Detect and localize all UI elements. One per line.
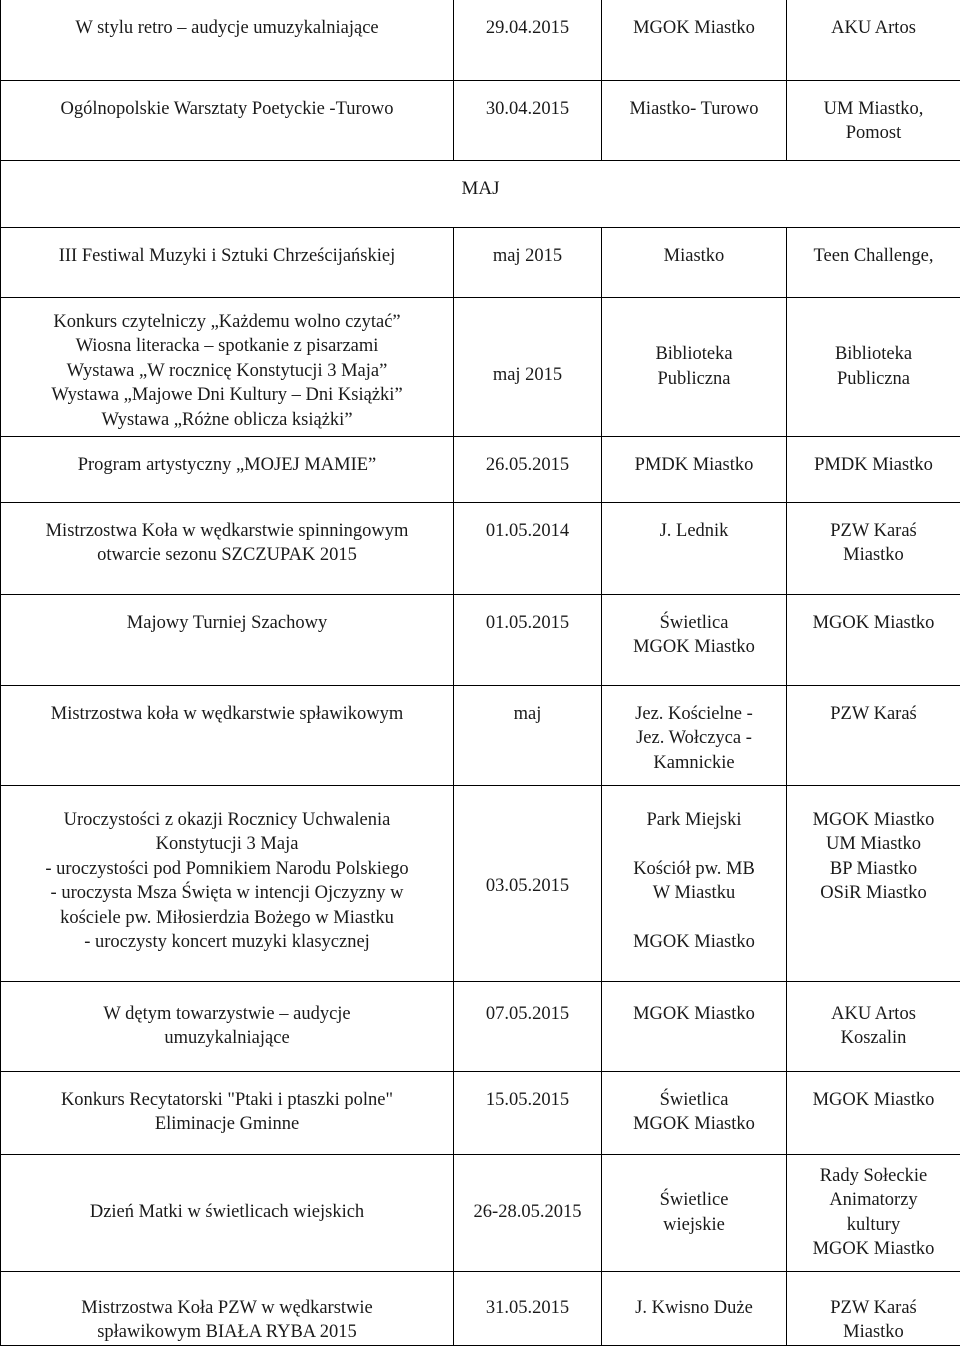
table-row [1,1071,960,1154]
event-place-cell: Świetlica MGOK Miastko [602,594,787,685]
event-date-cell: 01.05.2015 [454,594,602,685]
event-date-cell: maj [454,685,602,785]
event-date-cell: 29.04.2015 [454,0,602,80]
event-name-cell: Dzień Matki w świetlicach wiejskich [1,1154,454,1271]
event-name-cell: Mistrzostwa Koła PZW w wędkarstwie spławikowym BIAŁA RYBA 2015 [1,1271,454,1345]
table-row [1,1271,960,1345]
table-row [1,0,960,80]
table-row [1,1154,960,1271]
event-place-cell: Biblioteka Publiczna [602,297,787,436]
event-place-cell: Miastko- Turowo [602,80,787,160]
event-place-cell: J. Lednik [602,502,787,594]
event-date-cell: maj 2015 [454,227,602,297]
event-organizer-cell: AKU Artos [787,0,960,80]
event-date-cell: 26.05.2015 [454,436,602,502]
event-place-cell: MGOK Miastko [602,0,787,80]
event-name-cell: Uroczystości z okazji Rocznicy Uchwalenia Konstytucji 3 Maja - uroczystości pod Pomnikiem Narodu Polskiego - uroczysta Msza Święta w intencji Ojczyzny w kościele pw. Miłosierdzia Bożego w Miastku - uroczysty koncert muzyki klasycznej [1,785,454,981]
event-place-cell: Świetlica MGOK Miastko [602,1071,787,1154]
event-date-cell: 30.04.2015 [454,80,602,160]
event-name-cell: Konkurs Recytatorski "Ptaki i ptaszki polne" Eliminacje Gminne [1,1071,454,1154]
event-name-cell: Ogólnopolskie Warsztaty Poetyckie -Turowo [1,80,454,160]
event-name-cell: III Festiwal Muzyki i Sztuki Chrześcijańskiej [1,227,454,297]
event-name-cell: Program artystyczny „MOJEJ MAMIE” [1,436,454,502]
month-heading: MAJ [1,160,960,227]
table-row [1,80,960,160]
event-organizer-cell: PZW Karaś [787,685,960,785]
event-name-cell: Majowy Turniej Szachowy [1,594,454,685]
event-organizer-cell: MGOK Miastko [787,1071,960,1154]
event-place-cell: MGOK Miastko [602,981,787,1071]
table-row [1,594,960,685]
event-date-cell: 07.05.2015 [454,981,602,1071]
event-place-cell: Miastko [602,227,787,297]
event-name-cell: Konkurs czytelniczy „Każdemu wolno czytać” Wiosna literacka – spotkanie z pisarzami Wystawa „W rocznicę Konstytucji 3 Maja” Wystawa „Majowe Dni Kultury – Dni Książki” Wystawa „Różne oblicza książki” [1,297,454,436]
table-row [1,436,960,502]
event-place-cell: PMDK Miastko [602,436,787,502]
event-organizer-cell: Biblioteka Publiczna [787,297,960,436]
event-organizer-cell: PZW Karaś Miastko [787,1271,960,1345]
event-place-cell: Świetlice wiejskie [602,1154,787,1271]
event-organizer-cell: MGOK Miastko [787,594,960,685]
month-header-row [1,160,960,227]
event-organizer-cell: UM Miastko, Pomost [787,80,960,160]
event-date-cell: 15.05.2015 [454,1071,602,1154]
event-name-cell: Mistrzostwa koła w wędkarstwie spławikowym [1,685,454,785]
event-organizer-cell: PZW Karaś Miastko [787,502,960,594]
event-organizer-cell: Teen Challenge, [787,227,960,297]
table-row [1,227,960,297]
event-place-cell: Jez. Kościelne - Jez. Wołczyca - Kamnickie [602,685,787,785]
event-name-cell: Mistrzostwa Koła w wędkarstwie spinningowym otwarcie sezonu SZCZUPAK 2015 [1,502,454,594]
table-row [1,785,960,981]
event-organizer-cell: PMDK Miastko [787,436,960,502]
event-date-cell: maj 2015 [454,297,602,436]
event-place-cell: J. Kwisno Duże [602,1271,787,1345]
event-place-cell: Park Miejski Kościół pw. MB W Miastku MGOK Miastko [602,785,787,981]
event-organizer-cell: Rady Sołeckie Animatorzy kultury MGOK Miastko [787,1154,960,1271]
event-date-cell: 31.05.2015 [454,1271,602,1345]
event-organizer-cell: AKU Artos Koszalin [787,981,960,1071]
event-name-cell: W stylu retro – audycje umuzykalniające [1,0,454,80]
table-row [1,685,960,785]
table-row [1,297,960,436]
event-date-cell: 03.05.2015 [454,785,602,981]
event-organizer-cell: MGOK Miastko UM Miastko BP Miastko OSiR Miastko [787,785,960,981]
event-date-cell: 01.05.2014 [454,502,602,594]
table-row [1,502,960,594]
event-name-cell: W dętym towarzystwie – audycje umuzykalniające [1,981,454,1071]
event-date-cell: 26-28.05.2015 [454,1154,602,1271]
table-row [1,981,960,1071]
